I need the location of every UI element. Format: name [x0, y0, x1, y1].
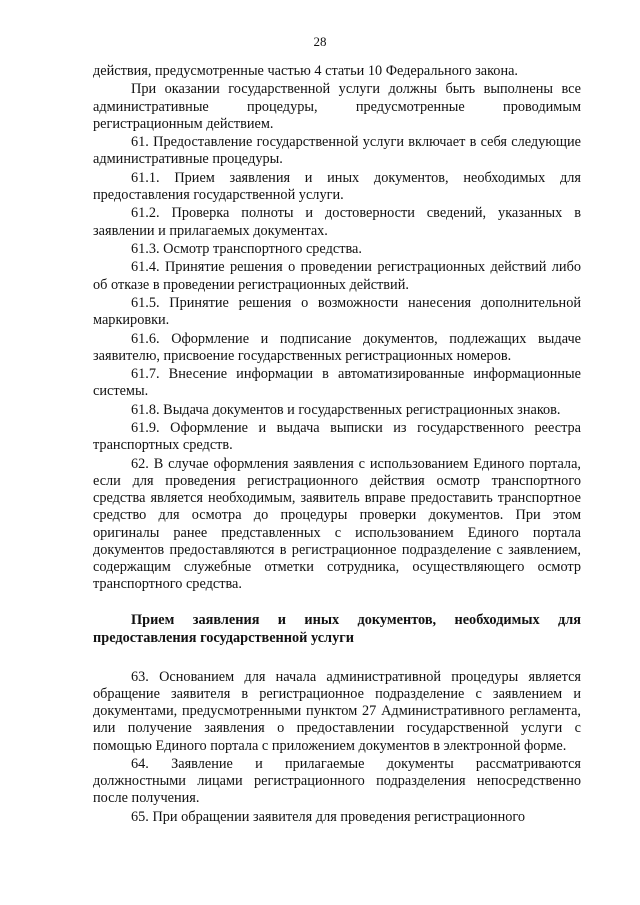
paragraph-61-2: 61.2. Проверка полноты и достоверности сведений, указанных в заявлении и прилагаемых документах.	[93, 205, 581, 239]
paragraph-65: 65. При обращении заявителя для проведения регистрационного	[131, 808, 526, 825]
paragraph-61-6: 61.6. Оформление и подписание документов, подлежащих выдаче заявителю, присвоение государственных регистрационных номеров.	[93, 330, 581, 364]
paragraph-61-5: 61.5. Принятие решения о возможности нанесения дополнительной маркировки.	[93, 294, 581, 329]
paragraph-61-8: 61.8. Выдача документов и государственных регистрационных знаков.	[131, 401, 561, 418]
paragraph-61-3: 61.3. Осмотр транспортного средства.	[131, 240, 362, 257]
paragraph-63: 63. Основанием для начала административной процедуры является обращение заявителя в регистрационное подразделение с заявлением и документами, предусмотренными пунктом 27 Административного регламента, или получение заявления о предоставлении государственной услуги с помощью Единого портала с приложением документов в электронной форме.	[93, 668, 581, 754]
paragraph-61-9: 61.9. Оформление и выдача выписки из государственного реестра транспортных средств.	[93, 420, 581, 454]
page-number: 28	[313, 34, 327, 49]
paragraph-61-4: 61.4. Принятие решения о проведении регистрационных действий либо об отказе в проведении регистрационных действий.	[93, 259, 581, 293]
document-body	[93, 63, 581, 827]
paragraph-continuation: действия, предусмотренные частью 4 статьи 10 Федерального закона.	[93, 63, 519, 79]
paragraph-62: 62. В случае оформления заявления с использованием Единого портала, если для проведения регистрационного действия осмотр транспортного средства является необходимым, заявитель вправе предоставить транспортное средство для осмотра до процедуры проверки документов. При этом оригиналы ранее представленных с использованием Единого портала документов предоставляются в регистрационное подразделение с заявлением, содержащим служебные отметки сотрудника, осуществляющего осмотр транспортного средства.	[93, 455, 581, 593]
paragraph-64: 64. Заявление и прилагаемые документы рассматриваются должностными лицами регистрационного подразделения непосредственно после получения.	[93, 755, 581, 807]
paragraph-61: 61. Предоставление государственной услуги включает в себя следующие административные процедуры.	[93, 134, 581, 168]
paragraph-61-1: 61.1. Прием заявления и иных документов, необходимых для предоставления государственной услуги.	[93, 169, 581, 203]
paragraph: При оказании государственной услуги должны быть выполнены все административные процедуры, предусмотренные проводимым регистрационным действием.	[93, 81, 581, 132]
section-heading: Прием заявления и иных документов, необходимых для предоставления государственной услуги	[93, 612, 581, 646]
paragraph-61-7: 61.7. Внесение информации в автоматизированные информационные системы.	[93, 366, 581, 400]
